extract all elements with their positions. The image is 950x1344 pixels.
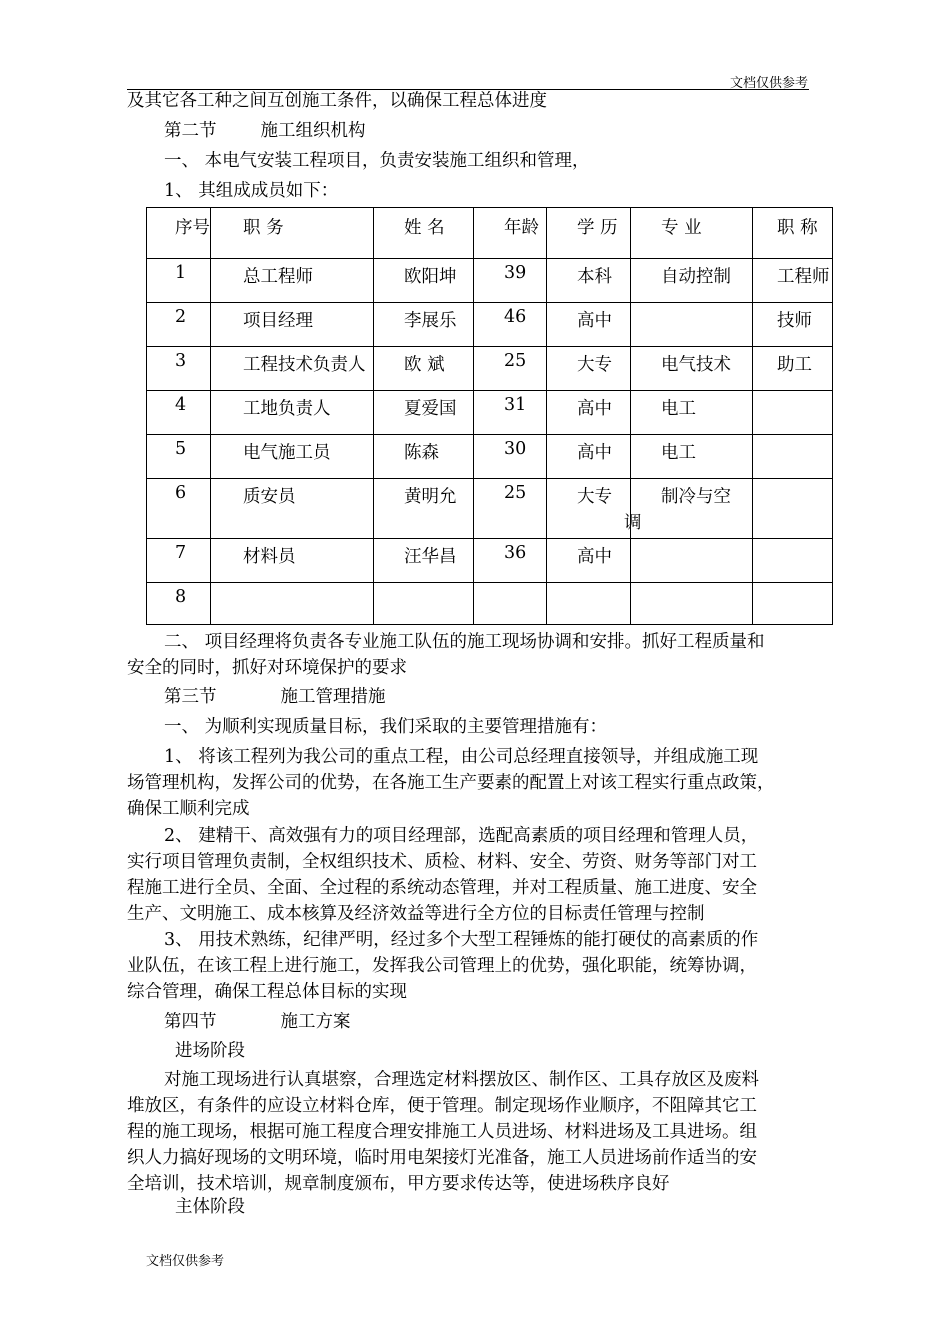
cell-title: 助工 (753, 347, 833, 391)
cell-title (753, 539, 833, 583)
cell-title: 工程师 (753, 259, 833, 303)
table-row (147, 303, 833, 347)
cell-position: 总工程师 (211, 259, 374, 303)
cell-age: 25 (474, 347, 547, 391)
measure1-line: 1、 将该工程列为我公司的重点工程，由公司总经理直接领导，并组成施工现 (164, 747, 759, 767)
stage1-line: 程的施工现场，根据可施工程度合理安排施工人员进场、材料进场及工具进场。组 (127, 1122, 757, 1142)
cell-position: 质安员 (211, 479, 374, 539)
measure2-line: 程施工进行全员、全面、全过程的系统动态管理，并对工程质量、施工进度、安全 (127, 878, 757, 898)
cell-education: 大专 (547, 347, 631, 391)
table-row (147, 479, 833, 539)
cell-title (753, 391, 833, 435)
header-cell-major: 专 业 (631, 208, 753, 259)
cell-no: 6 (147, 479, 211, 539)
section3-number: 第三节 (164, 687, 217, 707)
continuation-line: 及其它各工种之间互创施工条件，以确保工程总体进度 (127, 91, 547, 111)
cell-age: 31 (474, 391, 547, 435)
header-cell-name: 姓 名 (374, 208, 474, 259)
cell-age (474, 583, 547, 625)
cell-name: 汪华昌 (374, 539, 474, 583)
cell-no: 4 (147, 391, 211, 435)
stage1-line: 织人力搞好现场的文明环境，临时用电架接灯光准备，施工人员进场前作适当的安 (127, 1148, 757, 1168)
cell-major: 电工 (631, 391, 753, 435)
section3-heading (164, 684, 386, 710)
cell-major (631, 539, 753, 583)
cell-education: 高中 (547, 303, 631, 347)
cell-major: 自动控制 (631, 259, 753, 303)
cell-position (211, 583, 374, 625)
table-row (147, 435, 833, 479)
cell-name: 黄明允 (374, 479, 474, 539)
cell-age: 39 (474, 259, 547, 303)
cell-major-wrap-char: 调 (624, 513, 642, 533)
section2-title: 施工组织机构 (260, 121, 366, 141)
measures-intro: 一、 为顺利实现质量目标，我们采取的主要管理措施有： (164, 717, 608, 737)
section3-title: 施工管理措施 (280, 687, 386, 707)
section2-heading (164, 118, 366, 144)
measure2-line: 实行项目管理负责制，全权组织技术、质检、材料、安全、劳资、财务等部门对工 (127, 852, 757, 872)
header-cell-no: 序号 (147, 208, 211, 259)
measure3-line: 3、 用技术熟练，纪律严明，经过多个大型工程锤炼的能打硬仗的高素质的作 (164, 930, 759, 950)
stage1-title: 进场阶段 (175, 1041, 245, 1061)
cell-title: 技师 (753, 303, 833, 347)
measure1-line: 场管理机构，发挥公司的优势，在各施工生产要素的配置上对该工程实行重点政策， (127, 773, 775, 793)
cell-major: 电气技术 (631, 347, 753, 391)
cell-major: 制冷与空 (631, 479, 753, 539)
cell-education-text: 大专 (577, 487, 612, 507)
stage1-line: 堆放区，有条件的应设立材料仓库，便于管理。制定现场作业顺序，不阻障其它工 (127, 1096, 757, 1116)
cell-name: 夏爱国 (374, 391, 474, 435)
section4-heading (164, 1009, 351, 1035)
cell-title (753, 479, 833, 539)
cell-major (631, 583, 753, 625)
table-row (147, 259, 833, 303)
cell-no: 1 (147, 259, 211, 303)
measure2-paragraph (127, 823, 827, 927)
stage1-paragraph (127, 1067, 827, 1197)
cell-position: 工地负责人 (211, 391, 374, 435)
item-two-paragraph (127, 629, 827, 681)
cell-education (547, 479, 642, 539)
item-one: 一、 本电气安装工程项目，负责安装施工组织和管理， (164, 151, 590, 171)
cell-education (547, 583, 631, 625)
cell-age: 46 (474, 303, 547, 347)
measure2-line: 生产、文明施工、成本核算及经济效益等进行全方位的目标责任管理与控制 (127, 904, 705, 924)
measure3-line: 综合管理，确保工程总体目标的实现 (127, 982, 407, 1002)
table-row (147, 391, 833, 435)
cell-position: 工程技术负责人 (211, 347, 374, 391)
cell-name: 陈森 (374, 435, 474, 479)
stage1-line: 全培训，技术培训，规章制度颁布，甲方要求传达等，使进场秩序良好 (127, 1174, 670, 1194)
cell-name: 李展乐 (374, 303, 474, 347)
staff-table (146, 207, 833, 625)
item-two-line: 二、 项目经理将负责各专业施工队伍的施工现场协调和安排。抓好工程质量和 (164, 632, 765, 652)
header-cell-title: 职 称 (753, 208, 833, 259)
item-one-sub: 1、 其组成成员如下： (164, 181, 339, 201)
cell-no: 5 (147, 435, 211, 479)
cell-education: 高中 (547, 539, 631, 583)
cell-position: 项目经理 (211, 303, 374, 347)
table-header-row (147, 208, 833, 259)
cell-position: 材料员 (211, 539, 374, 583)
stage2-title: 主体阶段 (175, 1197, 245, 1217)
footer-note: 文档仅供参考 (146, 1254, 225, 1269)
cell-age: 30 (474, 435, 547, 479)
cell-title (753, 583, 833, 625)
cell-position: 电气施工员 (211, 435, 374, 479)
cell-age: 36 (474, 539, 547, 583)
item-two-line: 安全的同时，抓好对环境保护的要求 (127, 658, 407, 678)
header-cell-education: 学 历 (547, 208, 631, 259)
measure3-paragraph (127, 927, 827, 1005)
table-row (147, 583, 833, 625)
measure2-line: 2、 建精干、高效强有力的项目经理部，选配高素质的项目经理和管理人员， (164, 826, 759, 846)
section4-number: 第四节 (164, 1012, 217, 1032)
header-cell-position: 职 务 (211, 208, 374, 259)
cell-major: 电工 (631, 435, 753, 479)
cell-no: 3 (147, 347, 211, 391)
table-row (147, 347, 833, 391)
cell-no: 2 (147, 303, 211, 347)
cell-name (374, 583, 474, 625)
table-row (147, 539, 833, 583)
cell-title (753, 435, 833, 479)
cell-no: 8 (147, 583, 211, 625)
measure1-line: 确保工顺利完成 (127, 799, 250, 819)
cell-education: 本科 (547, 259, 631, 303)
section4-title: 施工方案 (280, 1012, 351, 1032)
header-cell-age: 年龄 (474, 208, 547, 259)
cell-age: 25 (474, 479, 547, 539)
cell-no: 7 (147, 539, 211, 583)
cell-education: 高中 (547, 391, 631, 435)
measure3-line: 业队伍，在该工程上进行施工，发挥我公司管理上的优势，强化职能，统筹协调， (127, 956, 757, 976)
measure1-paragraph (127, 744, 827, 822)
header-note: 文档仅供参考 (729, 76, 808, 91)
cell-major (631, 303, 753, 347)
cell-name: 欧阳坤 (374, 259, 474, 303)
cell-name: 欧 斌 (374, 347, 474, 391)
cell-education: 高中 (547, 435, 631, 479)
section2-number: 第二节 (164, 121, 217, 141)
stage1-line: 对施工现场进行认真堪察，合理选定材料摆放区、制作区、工具存放区及废料 (164, 1070, 759, 1090)
